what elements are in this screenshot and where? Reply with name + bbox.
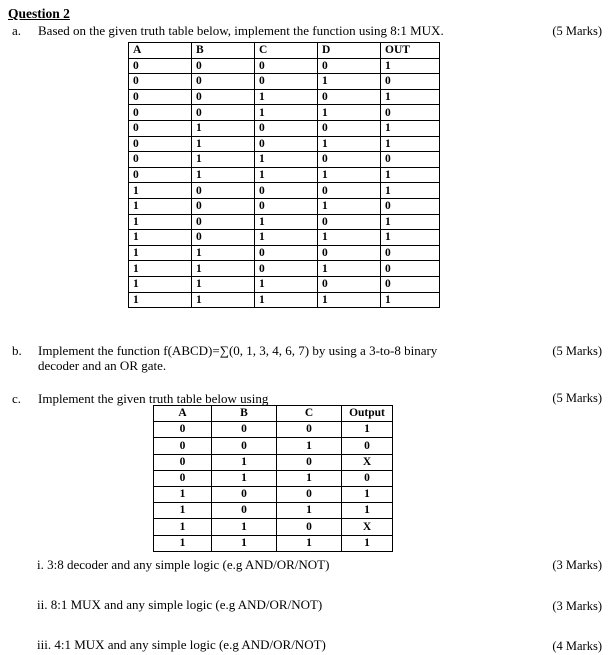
table-cell: 1 (255, 276, 318, 292)
table-cell: 1 (277, 535, 342, 551)
subpart-i-marks: (3 Marks) (552, 558, 602, 572)
table-cell: 0 (192, 74, 255, 90)
table-cell: 1 (255, 292, 318, 308)
table-cell: 0 (154, 422, 212, 438)
table-row (129, 183, 440, 199)
table-cell: 1 (154, 503, 212, 519)
table-cell: X (342, 519, 393, 535)
column-header: B (192, 43, 255, 59)
table-cell: 0 (255, 74, 318, 90)
table-cell: 1 (381, 214, 440, 230)
table-cell: 0 (342, 438, 393, 454)
table-cell: 0 (381, 152, 440, 168)
table-row (154, 470, 393, 486)
table-header-row (154, 406, 393, 422)
table-row (129, 214, 440, 230)
table-cell: 0 (255, 136, 318, 152)
table-cell: 1 (342, 422, 393, 438)
table-cell: 1 (277, 503, 342, 519)
table-cell: 0 (192, 89, 255, 105)
table-row (129, 276, 440, 292)
table-cell: 1 (192, 276, 255, 292)
table-cell: 0 (129, 105, 192, 121)
table-cell: 0 (381, 105, 440, 121)
table-cell: 0 (212, 422, 277, 438)
part-b-letter: b. (12, 343, 22, 358)
table-cell: 1 (342, 535, 393, 551)
table-cell: 0 (129, 167, 192, 183)
table-cell: 1 (192, 120, 255, 136)
table-cell: 1 (255, 105, 318, 121)
table-cell: 1 (129, 276, 192, 292)
table-cell: 0 (381, 198, 440, 214)
subpart-iii-text: iii. 4:1 MUX and any simple logic (e.g AND/OR/NOT) (37, 637, 326, 652)
table-cell: 1 (381, 292, 440, 308)
table-cell: 1 (129, 214, 192, 230)
table-cell: 0 (129, 74, 192, 90)
question-title: Question 2 (8, 6, 70, 21)
part-c-marks: (5 Marks) (552, 391, 602, 405)
table-row (154, 438, 393, 454)
table-cell: 1 (212, 535, 277, 551)
table-cell: 0 (318, 245, 381, 261)
table-cell: 0 (154, 438, 212, 454)
table-row (154, 503, 393, 519)
subpart-i-text: i. 3:8 decoder and any simple logic (e.g AND/OR/NOT) (37, 557, 330, 572)
table-cell: 1 (318, 105, 381, 121)
table-cell: 0 (192, 105, 255, 121)
truth-table-a (128, 42, 440, 308)
table-cell: 1 (277, 438, 342, 454)
table-cell: 0 (192, 198, 255, 214)
column-header: A (129, 43, 192, 59)
table-cell: 0 (277, 422, 342, 438)
table-row (129, 292, 440, 308)
table-cell: 0 (255, 261, 318, 277)
table-cell: 1 (192, 292, 255, 308)
table-cell: 0 (381, 245, 440, 261)
table-cell: 1 (318, 198, 381, 214)
table-cell: 1 (255, 230, 318, 246)
table-cell: 1 (277, 470, 342, 486)
column-header: Output (342, 406, 393, 422)
table-row (154, 422, 393, 438)
table-cell: 1 (318, 261, 381, 277)
table-cell: 0 (318, 152, 381, 168)
table-cell: 0 (318, 89, 381, 105)
table-cell: 0 (192, 230, 255, 246)
table-row (129, 105, 440, 121)
table-cell: 0 (212, 486, 277, 502)
table-cell: 1 (318, 292, 381, 308)
part-c-letter: c. (12, 391, 22, 406)
table-row (129, 245, 440, 261)
table-cell: 0 (318, 276, 381, 292)
subpart-ii-marks: (3 Marks) (552, 599, 602, 613)
column-header: OUT (381, 43, 440, 59)
part-a-letter: a. (12, 23, 22, 38)
table-cell: 1 (381, 120, 440, 136)
part-b-marks: (5 Marks) (552, 344, 602, 358)
table-cell: 0 (129, 136, 192, 152)
table-cell: 1 (255, 89, 318, 105)
table-cell: 1 (129, 183, 192, 199)
column-header: B (212, 406, 277, 422)
table-cell: 1 (255, 214, 318, 230)
table-row (129, 198, 440, 214)
table-cell: 0 (129, 152, 192, 168)
table-row (129, 167, 440, 183)
table-cell: 1 (192, 245, 255, 261)
part-a-marks: (5 Marks) (552, 24, 602, 38)
table-cell: 0 (277, 519, 342, 535)
table-cell: 1 (342, 486, 393, 502)
table-cell: 1 (129, 198, 192, 214)
table-cell: 1 (129, 261, 192, 277)
table-cell: 0 (192, 183, 255, 199)
table-row (129, 230, 440, 246)
table-cell: 1 (318, 167, 381, 183)
table-row (129, 89, 440, 105)
column-header: C (255, 43, 318, 59)
table-row (154, 535, 393, 551)
part-b-line1: Implement the function f(ABCD)=∑(0, 1, 3, 4, 6, 7) by using a 3-to-8 binary (38, 343, 438, 358)
table-cell: 1 (381, 89, 440, 105)
table-row (154, 454, 393, 470)
part-b-line2: decoder and an OR gate. (38, 358, 167, 373)
table-cell: 0 (212, 503, 277, 519)
table-cell: 1 (342, 503, 393, 519)
table-cell: 0 (277, 454, 342, 470)
table-row (129, 58, 440, 74)
table-cell: 0 (318, 120, 381, 136)
table-cell: X (342, 454, 393, 470)
table-row (129, 152, 440, 168)
column-header: D (318, 43, 381, 59)
table-cell: 1 (381, 167, 440, 183)
table-cell: 0 (318, 183, 381, 199)
table-cell: 1 (212, 454, 277, 470)
table-row (129, 74, 440, 90)
table-row (129, 261, 440, 277)
table-cell: 1 (129, 230, 192, 246)
table-cell: 1 (381, 183, 440, 199)
table-cell: 1 (255, 167, 318, 183)
table-cell: 1 (381, 58, 440, 74)
table-cell: 1 (318, 136, 381, 152)
table-cell: 1 (192, 167, 255, 183)
table-row (154, 486, 393, 502)
table-cell: 0 (192, 214, 255, 230)
table-cell: 0 (255, 183, 318, 199)
table-cell: 0 (154, 470, 212, 486)
table-cell: 1 (129, 245, 192, 261)
table-cell: 1 (154, 535, 212, 551)
table-cell: 1 (318, 230, 381, 246)
table-cell: 0 (255, 198, 318, 214)
column-header: A (154, 406, 212, 422)
table-cell: 1 (192, 136, 255, 152)
table-cell: 0 (255, 58, 318, 74)
table-cell: 0 (277, 486, 342, 502)
table-cell: 0 (129, 120, 192, 136)
table-cell: 0 (381, 74, 440, 90)
subpart-iii-marks: (4 Marks) (552, 639, 602, 653)
table-cell: 1 (192, 261, 255, 277)
table-cell: 1 (192, 152, 255, 168)
table-row (154, 519, 393, 535)
table-cell: 1 (154, 519, 212, 535)
part-c-text: Implement the given truth table below using (38, 391, 269, 406)
table-cell: 0 (318, 58, 381, 74)
table-row (129, 120, 440, 136)
table-row (129, 136, 440, 152)
table-cell: 1 (212, 519, 277, 535)
subpart-ii-text: ii. 8:1 MUX and any simple logic (e.g AND/OR/NOT) (37, 597, 323, 612)
table-cell: 1 (381, 136, 440, 152)
table-cell: 1 (255, 152, 318, 168)
table-cell: 0 (212, 438, 277, 454)
table-cell: 0 (255, 120, 318, 136)
table-cell: 0 (342, 470, 393, 486)
table-cell: 0 (129, 58, 192, 74)
table-cell: 0 (129, 89, 192, 105)
table-header-row (129, 43, 440, 59)
table-cell: 1 (154, 486, 212, 502)
part-a-text: Based on the given truth table below, implement the function using 8:1 MUX. (38, 23, 444, 38)
table-cell: 0 (192, 58, 255, 74)
truth-table-c (153, 405, 393, 552)
table-cell: 1 (129, 292, 192, 308)
table-cell: 0 (381, 261, 440, 277)
table-cell: 0 (318, 214, 381, 230)
table-cell: 0 (154, 454, 212, 470)
table-cell: 1 (212, 470, 277, 486)
table-cell: 1 (318, 74, 381, 90)
table-cell: 0 (255, 245, 318, 261)
table-cell: 1 (381, 230, 440, 246)
table-cell: 0 (381, 276, 440, 292)
column-header: C (277, 406, 342, 422)
